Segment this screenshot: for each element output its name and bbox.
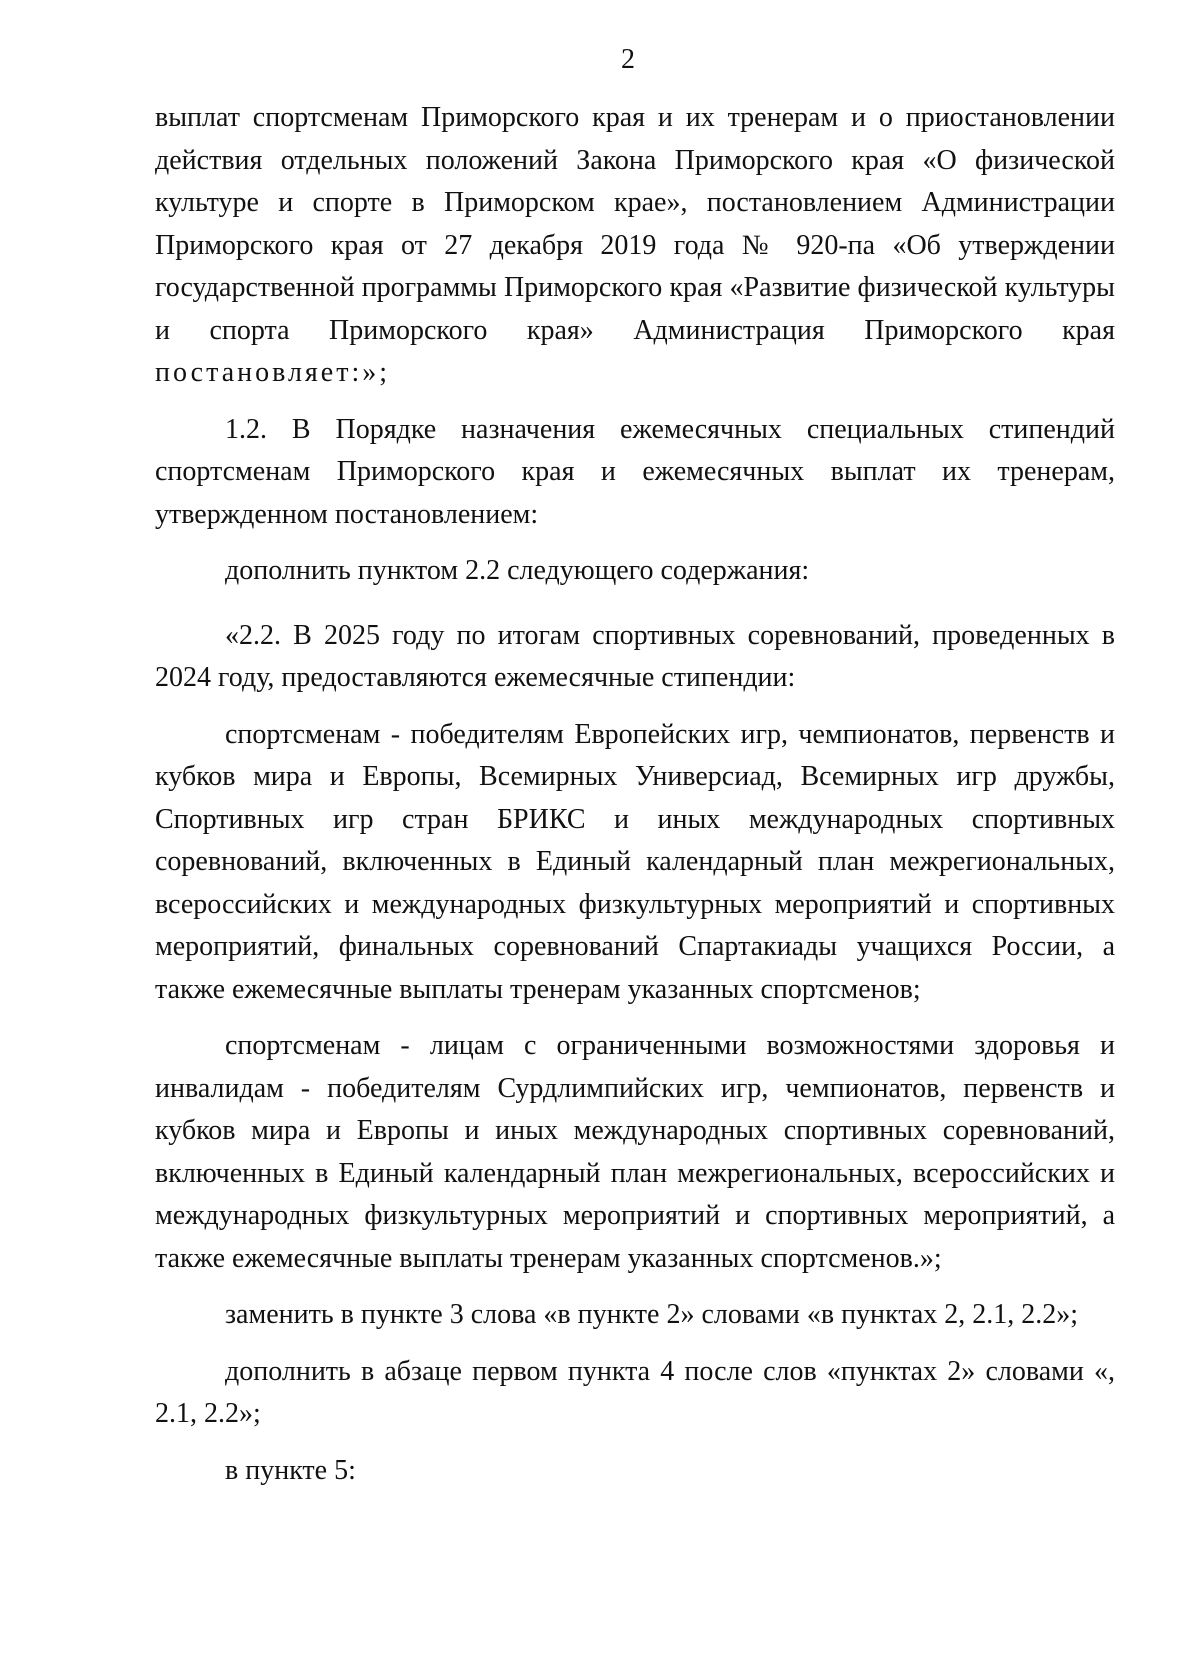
paragraph-athletes-disabled: спортсменам - лицам с ограниченными возможностями здоровья и инвалидам - победителям Сурдлимпийских игр, чемпионатов, первенств и кубков мира и Европы и иных международных спортивных соревнований, включенных в Единый календарный план межрегиональных, всероссийских и международных физкультурных мероприятий и спортивных мероприятий, а также ежемесячные выплаты тренерам указанных спортсменов.»; <box>155 1030 1115 1274</box>
page-number: 2 <box>621 44 635 75</box>
paragraph-text: выплат спортсменам Приморского края и их тренерам и о приостановлении действия отдельных положений Закона Приморского края «О физической культуре и спорте в Приморском крае», постановлением Администрации Приморского края от 27 декабря 2019 года № 920-па «Об утверждении государственной программы Приморского края «Развитие физической культуры и спорта Приморского края» Администрация Приморского края <box>155 102 1115 346</box>
paragraph-amend-clause-4: дополнить в абзаце первом пункта 4 после слов «пунктах 2» словами «, 2.1, 2.2»; <box>155 1355 1115 1429</box>
paragraph-clause-2-2: «2.2. В 2025 году по итогам спортивных соревнований, проведенных в 2024 году, предоставляются ежемесячные стипендии: <box>155 619 1115 693</box>
paragraph-preamble-continuation <box>155 97 1115 395</box>
document-body <box>155 97 1115 1492</box>
paragraph-clause-1-2: 1.2. В Порядке назначения ежемесячных специальных стипендий спортсменам Приморского края и ежемесячных выплат их тренерам, утвержденном постановлением: <box>155 413 1115 530</box>
paragraph-athletes-winners: спортсменам - победителям Европейских игр, чемпионатов, первенств и кубков мира и Европы, Всемирных Универсиад, Всемирных игр дружбы, Спортивных игр стран БРИКС и иных международных спортивных соревнований, включенных в Единый календарный план межрегиональных, всероссийских и международных физкультурных мероприятий и спортивных мероприятий, финальных соревнований Спартакиады учащихся России, а также ежемесячные выплаты тренерам указанных спортсменов; <box>155 718 1115 1005</box>
paragraph-replace-clause-3: заменить в пункте 3 слова «в пункте 2» словами «в пунктах 2, 2.1, 2.2»; <box>225 1299 1079 1330</box>
paragraph-add-clause-2-2: дополнить пунктом 2.2 следующего содержания: <box>225 555 810 586</box>
paragraph-clause-5: в пункте 5: <box>225 1454 356 1486</box>
resolves-word: постановляет:»; <box>155 357 391 388</box>
